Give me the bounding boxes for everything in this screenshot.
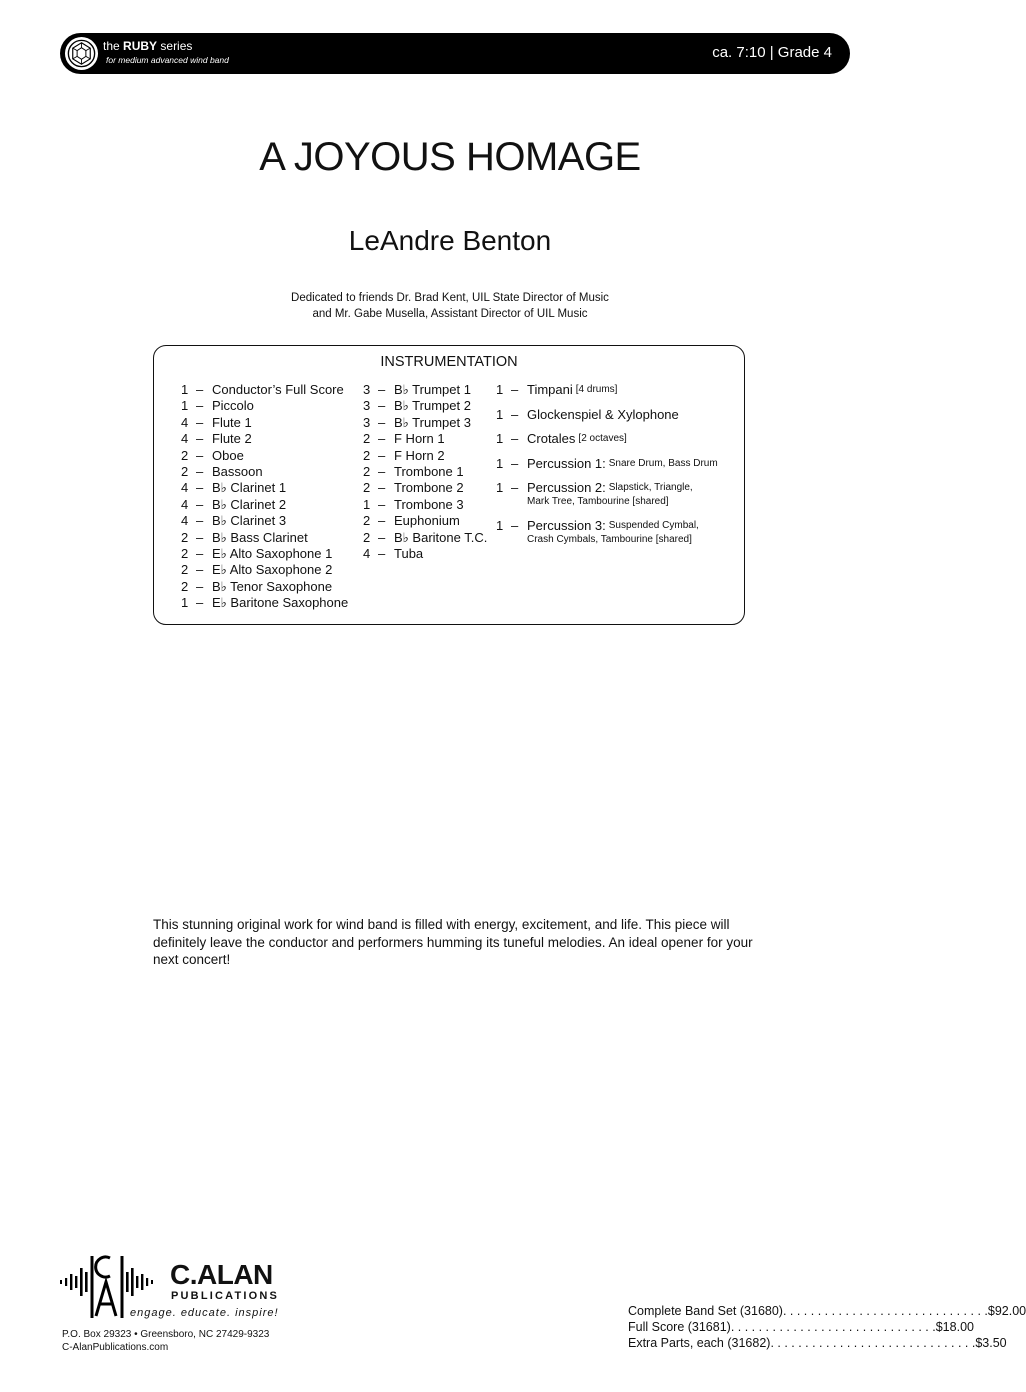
dash: –	[196, 463, 204, 479]
dash: –	[378, 447, 386, 463]
dash: –	[511, 455, 519, 471]
instrument-row	[496, 382, 718, 397]
part-count: 4	[363, 545, 371, 561]
address-line: P.O. Box 29323 • Greensboro, NC 27429-9323	[62, 1329, 270, 1340]
instrument-name: Conductor’s Full Score	[212, 382, 344, 397]
instrument-row	[181, 448, 348, 464]
publisher-tagline: engage. educate. inspire!	[130, 1307, 279, 1319]
piece-title: A JOYOUS HOMAGE	[259, 135, 641, 179]
instrument-note: Suspended Cymbal,	[608, 519, 699, 531]
instrumentation-box	[153, 345, 745, 625]
instrument-name: Trombone 1	[394, 463, 464, 479]
instrument-name: Trombone 2	[394, 480, 464, 496]
ruby-gem-icon	[64, 36, 99, 71]
part-count: 3	[363, 414, 371, 430]
instrument-row	[181, 464, 348, 480]
dash: –	[196, 529, 204, 545]
instrument-name: B♭ Baritone T.C.	[394, 529, 488, 545]
dash: –	[378, 463, 386, 479]
price-row	[628, 1303, 1026, 1319]
publisher-subtitle: PUBLICATIONS	[171, 1290, 280, 1302]
instrument-row	[363, 497, 487, 513]
instrument-name: Oboe	[212, 447, 244, 463]
instrument-name: B♭ Tenor Saxophone	[212, 578, 333, 594]
dash: –	[378, 513, 386, 529]
instrument-name: Crotales	[527, 431, 576, 446]
dash: –	[511, 406, 519, 422]
instrument-row	[363, 448, 487, 464]
dash: –	[196, 496, 204, 512]
instrument-name: Glockenspiel & Xylophone	[527, 406, 679, 422]
instrument-name: Percussion 1:	[527, 455, 606, 471]
dash: –	[378, 431, 386, 447]
instrument-row	[363, 415, 487, 431]
instrument-row	[181, 562, 348, 578]
dash: –	[378, 545, 386, 561]
part-count: 4	[181, 496, 189, 512]
part-count: 1	[496, 517, 504, 533]
part-count: 2	[363, 447, 371, 463]
instrument-name: Trombone 3	[394, 496, 464, 512]
dash: –	[378, 496, 386, 512]
part-count: 2	[363, 431, 371, 447]
price-label: Extra Parts, each (31682)	[628, 1336, 771, 1350]
part-count: 2	[181, 529, 189, 545]
instrument-row	[363, 480, 487, 496]
part-count: 2	[363, 463, 371, 479]
part-count: 1	[496, 480, 504, 495]
part-count: 2	[181, 578, 189, 594]
dash: –	[196, 414, 204, 430]
part-count: 1	[181, 382, 189, 397]
instrument-row	[181, 415, 348, 431]
composer-name: LeAndre Benton	[348, 225, 552, 256]
instrument-row	[363, 431, 487, 447]
part-count: 1	[496, 382, 504, 397]
series-title: RUBY	[123, 39, 158, 53]
instrument-name: E♭ Baritone Saxophone	[212, 595, 349, 611]
part-count: 1	[363, 496, 371, 512]
instrumentation-heading: INSTRUMENTATION	[380, 354, 518, 370]
instrument-name: B♭ Trumpet 2	[394, 398, 471, 414]
instrument-row	[181, 579, 348, 595]
dash: –	[196, 513, 204, 529]
instrument-name: Tuba	[394, 545, 424, 561]
instrument-note: Snare Drum, Bass Drum	[608, 457, 718, 469]
instrument-name: Flute 2	[212, 431, 252, 447]
instrument-name: Percussion 3:	[527, 517, 606, 533]
dash: –	[511, 480, 519, 495]
part-count: 4	[181, 480, 189, 496]
instrument-row	[363, 382, 487, 398]
part-count: 1	[496, 406, 504, 422]
instrument-column-brass	[363, 382, 487, 562]
part-count: 2	[181, 562, 189, 578]
instrument-column-woodwinds	[181, 382, 348, 611]
series-header-band	[60, 33, 850, 74]
dash: –	[511, 517, 519, 533]
part-count: 1	[496, 455, 504, 471]
series-name	[103, 39, 192, 53]
price-amount: $3.50	[975, 1336, 1007, 1350]
instrument-note: Slapstick, Triangle,	[608, 482, 693, 493]
part-count: 4	[181, 414, 189, 430]
instrument-name: B♭ Clarinet 3	[212, 513, 287, 529]
instrument-name: B♭ Bass Clarinet	[212, 529, 308, 545]
part-count: 2	[363, 529, 371, 545]
instrument-row	[363, 398, 487, 414]
instrument-name: E♭ Alto Saxophone 1	[212, 545, 333, 561]
part-count: 1	[496, 431, 504, 446]
part-count: 4	[181, 513, 189, 529]
instrument-row	[363, 530, 487, 546]
dash: –	[511, 431, 519, 446]
dash: –	[196, 398, 204, 414]
instrument-row	[181, 480, 348, 496]
price-amount: $92.00	[987, 1304, 1026, 1318]
duration-grade: ca. 7:10 | Grade 4	[712, 44, 832, 61]
instrument-row	[363, 464, 487, 480]
price-row	[628, 1335, 1007, 1351]
instrument-name: Piccolo	[212, 398, 254, 414]
price-list	[628, 1303, 1026, 1351]
series-prefix: the	[103, 39, 120, 53]
instrument-name: B♭ Trumpet 1	[394, 382, 471, 397]
instrument-column-percussion	[496, 382, 718, 555]
instrument-row	[363, 513, 487, 529]
instrument-row	[181, 546, 348, 562]
instrument-name: F Horn 2	[394, 447, 445, 463]
part-count: 3	[363, 398, 371, 414]
part-count: 2	[181, 447, 189, 463]
instrument-row	[496, 480, 718, 508]
instrument-name: B♭ Clarinet 1	[212, 480, 287, 496]
instrument-name: Flute 1	[212, 414, 252, 430]
part-count: 2	[363, 513, 371, 529]
instrument-row	[363, 546, 487, 562]
series-suffix: series	[160, 39, 193, 53]
dedication	[0, 291, 900, 322]
instrument-note-continued: Mark Tree, Tambourine [shared]	[527, 496, 669, 507]
dash: –	[196, 545, 204, 561]
instrument-row	[496, 407, 718, 422]
series-tagline: for medium advanced wind band	[106, 55, 229, 65]
dash: –	[196, 382, 204, 397]
instrument-name: B♭ Clarinet 2	[212, 496, 287, 512]
price-label: Complete Band Set (31680)	[628, 1304, 783, 1318]
instrument-note: [2 octaves]	[578, 433, 627, 444]
instrument-row	[496, 456, 718, 471]
instrument-row	[181, 382, 348, 398]
dash: –	[196, 562, 204, 578]
instrument-row	[181, 513, 348, 529]
leader-dots: . . . . . . . . . . . . . . . . . . . . . . . . . . . . . .	[730, 1320, 936, 1334]
dedication-line: and Mr. Gabe Musella, Assistant Director of UIL Music	[312, 307, 588, 320]
dash: –	[196, 447, 204, 463]
part-count: 4	[181, 431, 189, 447]
part-count: 2	[363, 480, 371, 496]
leader-dots: . . . . . . . . . . . . . . . . . . . . . . . . . . . . . .	[782, 1304, 988, 1318]
dash: –	[196, 578, 204, 594]
instrument-row	[181, 530, 348, 546]
publisher-name: C.ALAN	[170, 1259, 273, 1290]
instrument-row	[181, 595, 348, 611]
instrument-note: [4 drums]	[575, 384, 618, 395]
part-count: 2	[181, 463, 189, 479]
instrument-row	[181, 431, 348, 447]
dash: –	[196, 595, 204, 611]
piece-description: This stunning original work for wind band is filled with energy, excitement, and life. This piece will definitely leave the conductor and performers humming its tuneful melodies. An ideal opener for your next concert!	[153, 917, 753, 967]
instrument-name: Euphonium	[394, 513, 460, 529]
price-amount: $18.00	[935, 1320, 974, 1334]
dash: –	[196, 480, 204, 496]
dash: –	[511, 382, 519, 397]
part-count: 2	[181, 545, 189, 561]
instrument-name: B♭ Trumpet 3	[394, 414, 471, 430]
part-count: 1	[181, 595, 189, 611]
instrument-name: Bassoon	[212, 463, 263, 479]
dash: –	[378, 398, 386, 414]
instrument-row	[496, 518, 718, 546]
price-label: Full Score (31681)	[628, 1320, 731, 1334]
dedication-line: Dedicated to friends Dr. Brad Kent, UIL State Director of Music	[291, 292, 609, 304]
instrument-row	[181, 398, 348, 414]
instrument-name: Timpani	[527, 382, 573, 397]
part-count: 1	[181, 398, 189, 414]
dash: –	[196, 431, 204, 447]
website-link[interactable]: C-AlanPublications.com	[62, 1342, 169, 1353]
part-count: 3	[363, 382, 371, 397]
leader-dots: . . . . . . . . . . . . . . . . . . . . . . . . . . . . . .	[770, 1336, 976, 1350]
dash: –	[378, 480, 386, 496]
dash: –	[378, 529, 386, 545]
instrument-note-continued: Crash Cymbals, Tambourine [shared]	[527, 533, 692, 545]
dash: –	[378, 382, 386, 397]
publisher-address	[62, 1328, 269, 1354]
instrument-row	[181, 497, 348, 513]
instrument-name: Percussion 2:	[527, 480, 606, 495]
dash: –	[378, 414, 386, 430]
instrument-row	[496, 431, 718, 446]
instrument-name: E♭ Alto Saxophone 2	[212, 562, 333, 578]
price-row	[628, 1319, 974, 1335]
instrument-name: F Horn 1	[394, 431, 445, 447]
